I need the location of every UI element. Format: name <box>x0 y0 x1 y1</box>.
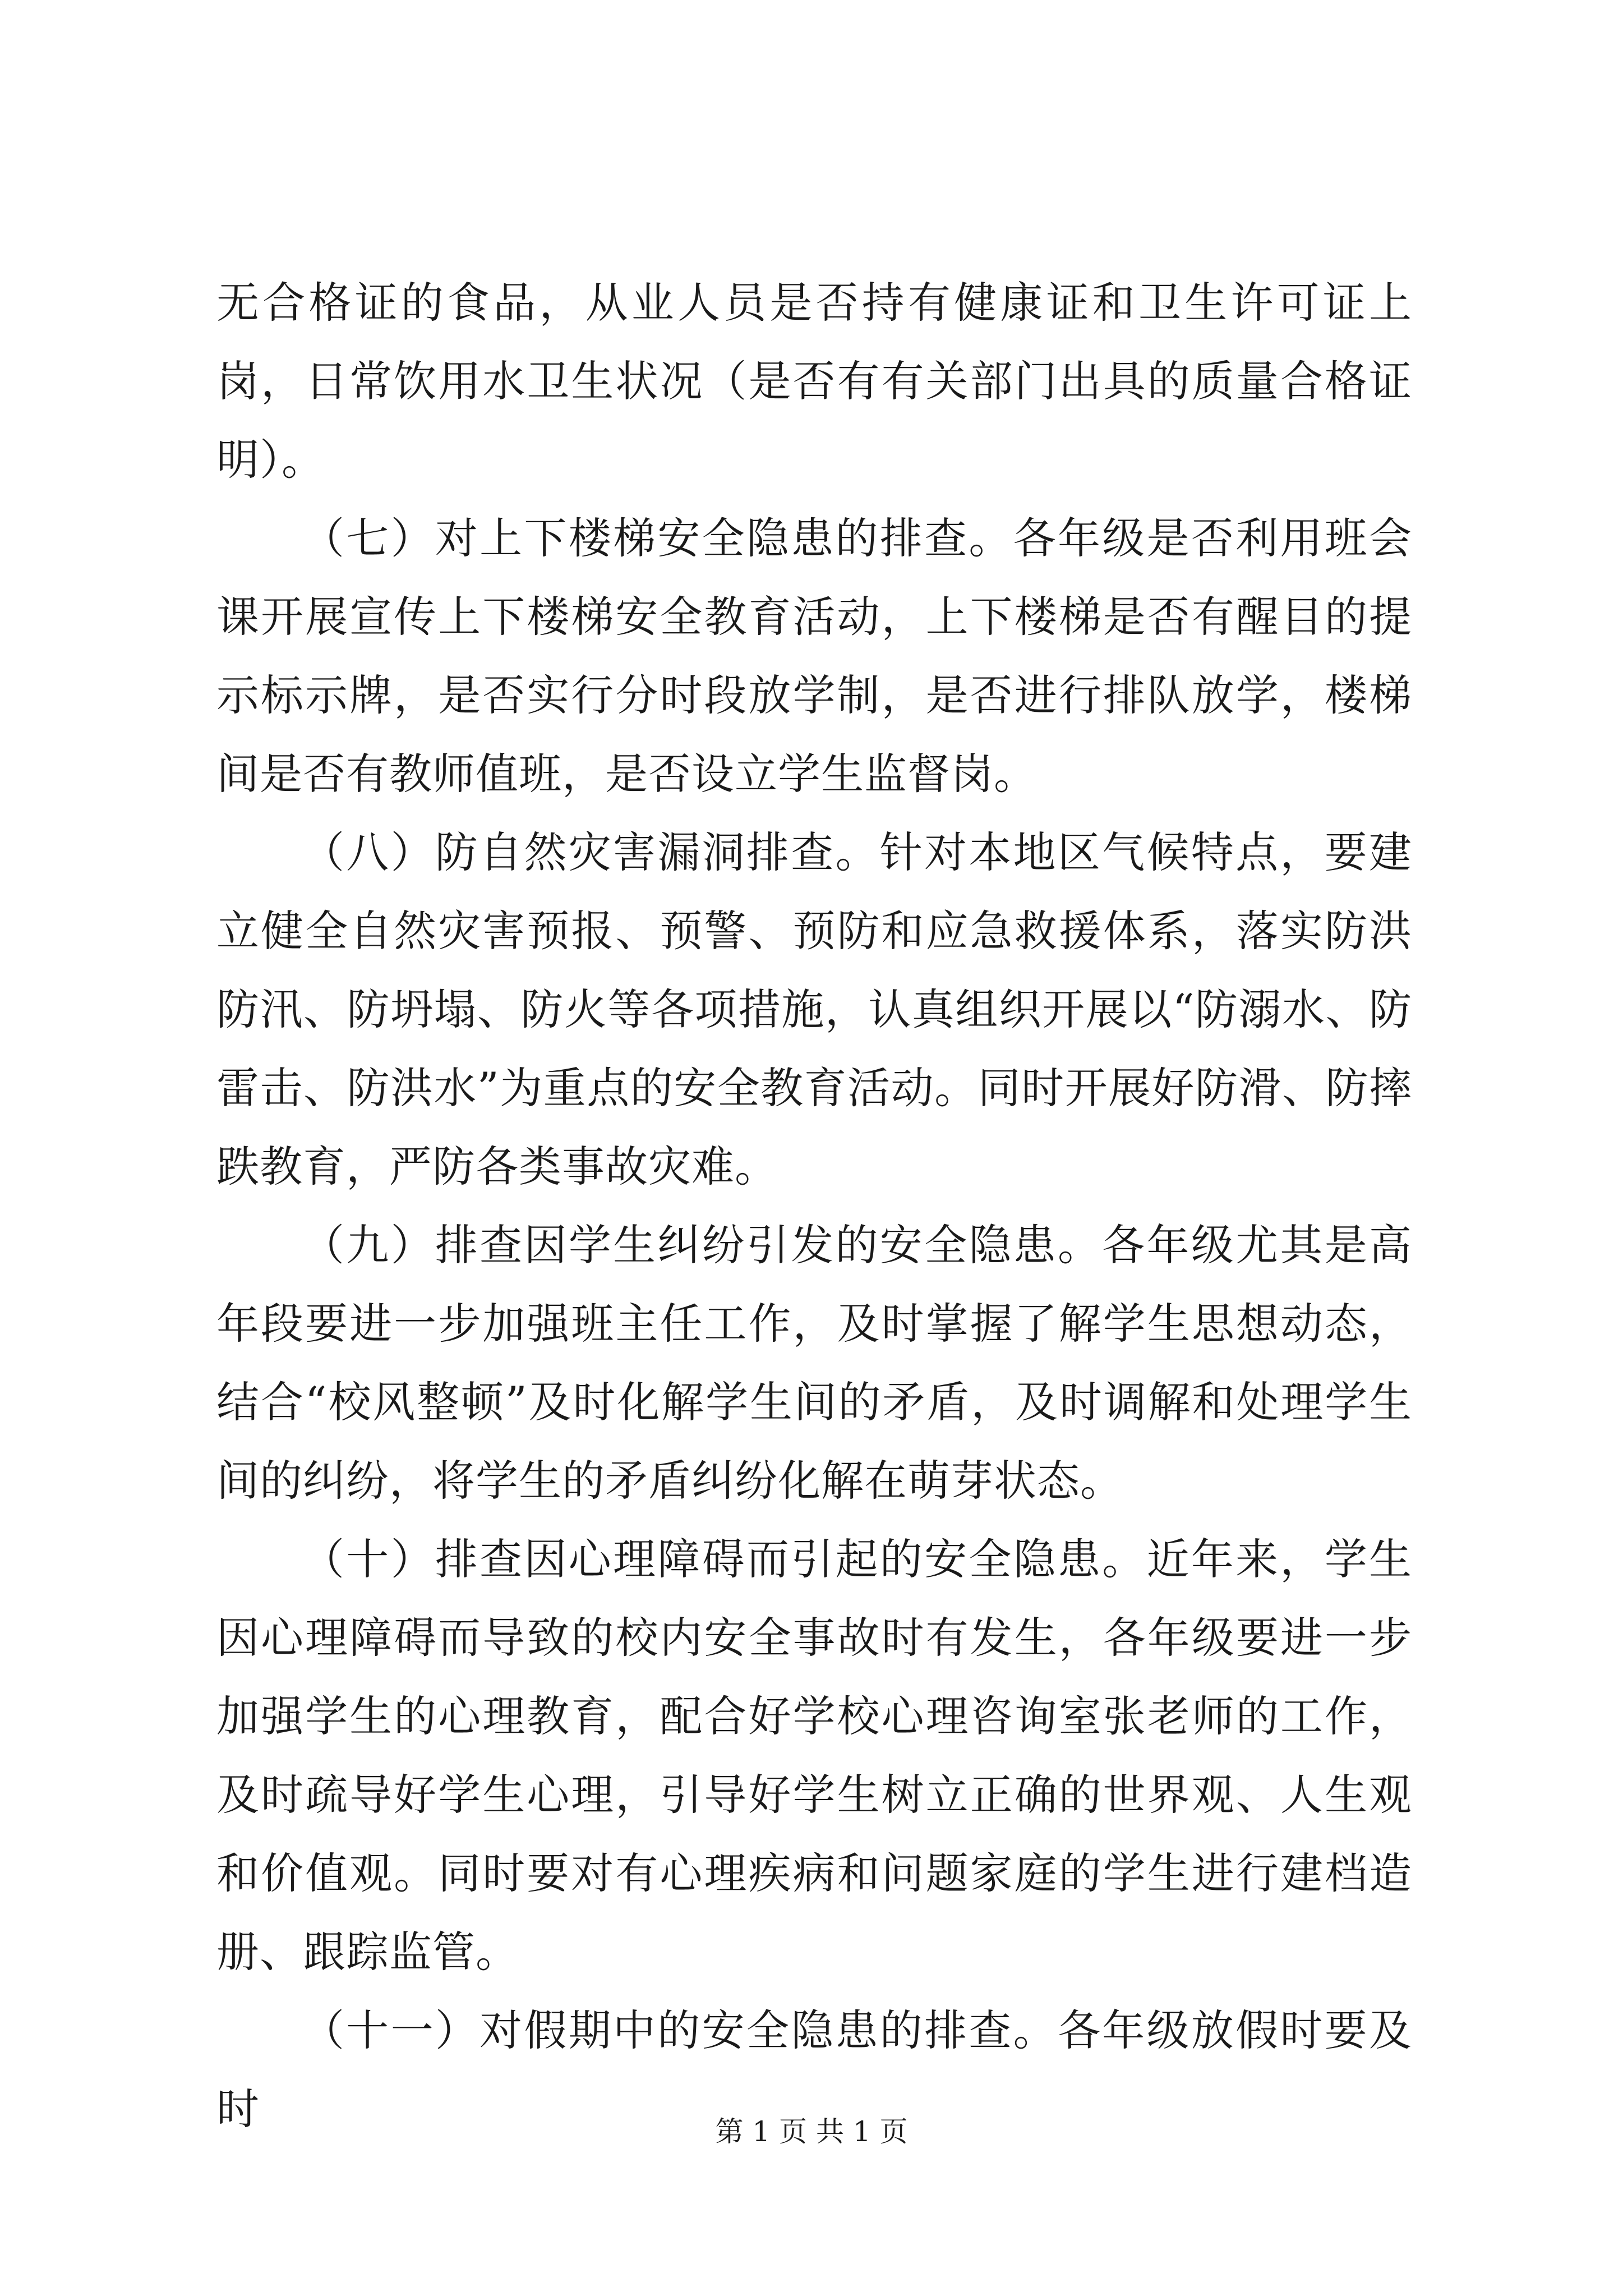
paragraph-section-7: （七）对上下楼梯安全隐患的排查。各年级是否利用班会课开展宣传上下楼梯安全教育活动，上下楼梯是否有醒目的提示标示牌，是否实行分时段放学制，是否进行排队放学，楼梯间是否有教师值班，是否设立学生监督岗。 <box>216 513 1412 799</box>
paragraph-section-11: （十一）对假期中的安全隐患的排查。各年级放假时要及时 <box>216 2005 1412 2134</box>
paragraph: 无合格证的食品，从业人员是否持有健康证和卫生许可证上岗，日常饮用水卫生状况（是否有有关部门出具的质量合格证明）。 <box>216 278 1412 485</box>
document-body <box>216 264 1412 2148</box>
paragraph-section-9: （九）排查因学生纠纷引发的安全隐患。各年级尤其是高年段要进一步加强班主任工作，及时掌握了解学生思想动态，结合“校风整顿”及时化解学生间的矛盾，及时调解和处理学生间的纠纷，将学生的矛盾纠纷化解在萌芽状态。 <box>216 1220 1412 1506</box>
paragraph-section-10: （十）排查因心理障碍而引起的安全隐患。近年来，学生因心理障碍而导致的校内安全事故时有发生，各年级要进一步加强学生的心理教育，配合好学校心理咨询室张老师的工作，及时疏导好学生心理，引导好学生树立正确的世界观、人生观和价值观。同时要对有心理疾病和问题家庭的学生进行建档造册、跟踪监管。 <box>216 1534 1412 1977</box>
page-number-footer: 第 1 页 共 1 页 <box>715 2115 908 2148</box>
paragraph-section-8: （八）防自然灾害漏洞排查。针对本地区气候特点，要建立健全自然灾害预报、预警、预防和应急救援体系，落实防洪防汛、防坍塌、防火等各项措施，认真组织开展以“防溺水、防雷击、防洪水”为重点的安全教育活动。同时开展好防滑、防摔跌教育，严防各类事故灾难。 <box>216 827 1412 1191</box>
